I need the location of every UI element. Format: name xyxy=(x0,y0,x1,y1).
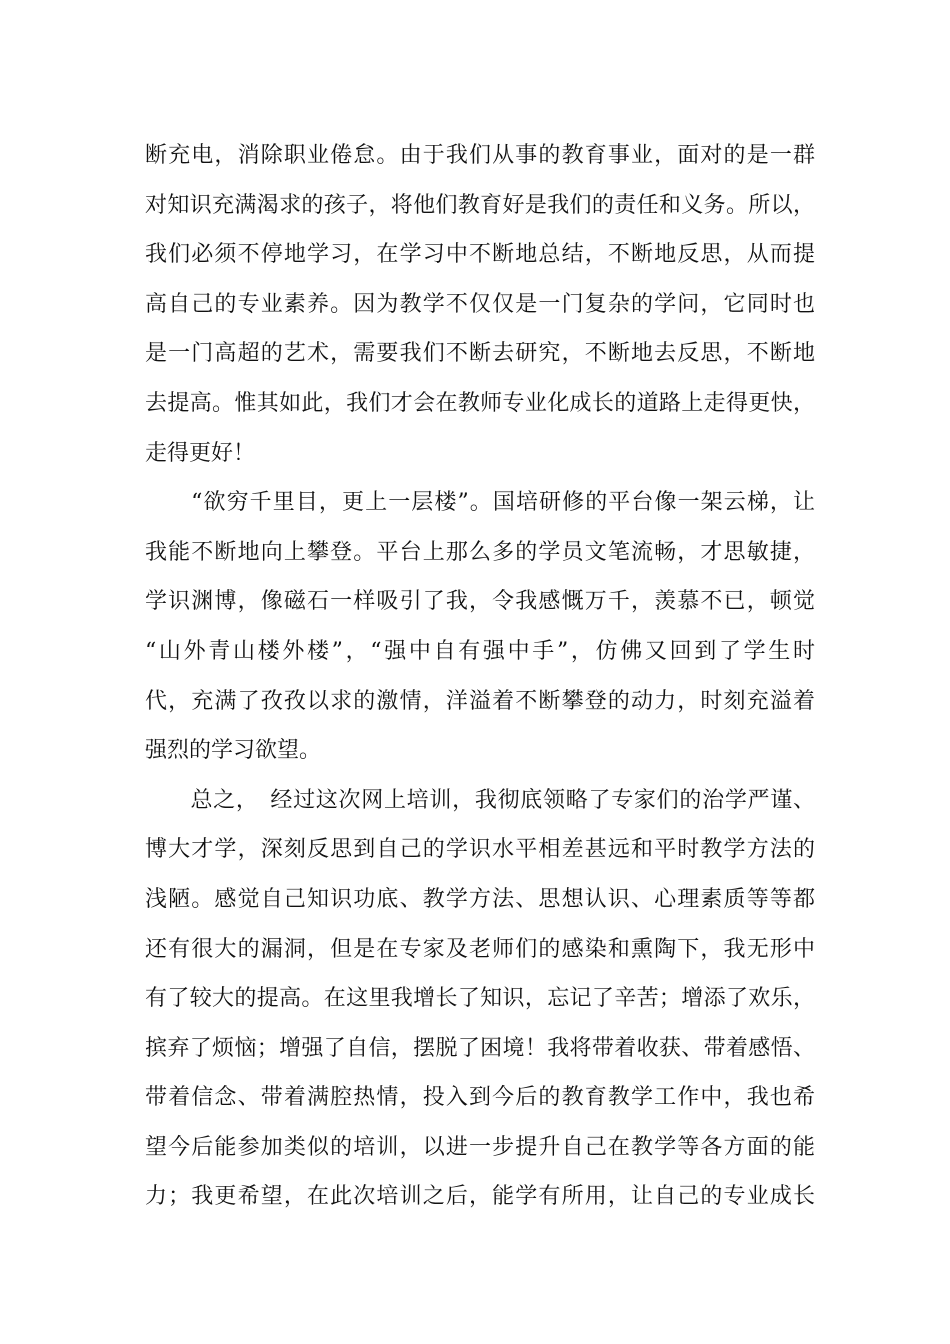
text-line: 我们必须不停地学习，在学习中不断地总结，不断地反思，从而提 xyxy=(145,242,815,268)
text-line: 代，充满了孜孜以求的激情，洋溢着不断攀登的动力，时刻充溢着 xyxy=(145,688,815,714)
text-line: 望今后能参加类似的培训，以进一步提升自己在教学等各方面的能 xyxy=(145,1134,815,1160)
text-line: 摈弃了烦恼；增强了自信，摆脱了困境！我将带着收获、带着感悟、 xyxy=(145,1035,815,1061)
text-line: 断充电，消除职业倦怠。由于我们从事的教育事业，面对的是一群 xyxy=(145,143,815,168)
text-line: 是一门高超的艺术，需要我们不断去研究，不断地去反思，不断地 xyxy=(145,341,815,367)
text-line: “山外青山楼外楼”，“强中自有强中手”，仿佛又回到了学生时 xyxy=(145,638,815,664)
text-line: 力；我更希望，在此次培训之后，能学有所用，让自己的专业成长 xyxy=(145,1184,815,1210)
text-line: 对知识充满渴求的孩子，将他们教育好是我们的责任和义务。所以， xyxy=(145,192,815,218)
text-line: 还有很大的漏洞，但是在专家及老师们的感染和熏陶下，我无形中 xyxy=(145,936,815,962)
text-line: 总之， 经过这次网上培训，我彻底领略了专家们的治学严谨、 xyxy=(145,787,815,813)
text-line: 走得更好！ xyxy=(145,440,256,466)
text-line: 带着信念、带着满腔热情，投入到今后的教育教学工作中，我也希 xyxy=(145,1085,815,1111)
text-line: 有了较大的提高。在这里我增长了知识，忘记了辛苦；增添了欢乐， xyxy=(145,986,815,1012)
text-line: 学识渊博，像磁石一样吸引了我，令我感慨万千，羡慕不已，顿觉 xyxy=(145,589,815,615)
body-text xyxy=(145,131,815,1222)
text-line: 博大才学，深刻反思到自己的学识水平相差甚远和平时教学方法的 xyxy=(145,837,815,863)
text-line: 去提高。惟其如此，我们才会在教师专业化成长的道路上走得更快， xyxy=(145,390,815,416)
text-line: 高自己的专业素养。因为教学不仅仅是一门复杂的学问，它同时也 xyxy=(145,291,815,317)
text-line: 强烈的学习欲望。 xyxy=(145,738,322,764)
text-line: 浅陋。感觉自己知识功底、教学方法、思想认识、心理素质等等都 xyxy=(145,886,815,912)
text-line: “欲穷千里目，更上一层楼”。国培研修的平台像一架云梯，让 xyxy=(145,490,815,516)
text-line: 我能不断地向上攀登。平台上那么多的学员文笔流畅，才思敏捷， xyxy=(145,539,815,565)
